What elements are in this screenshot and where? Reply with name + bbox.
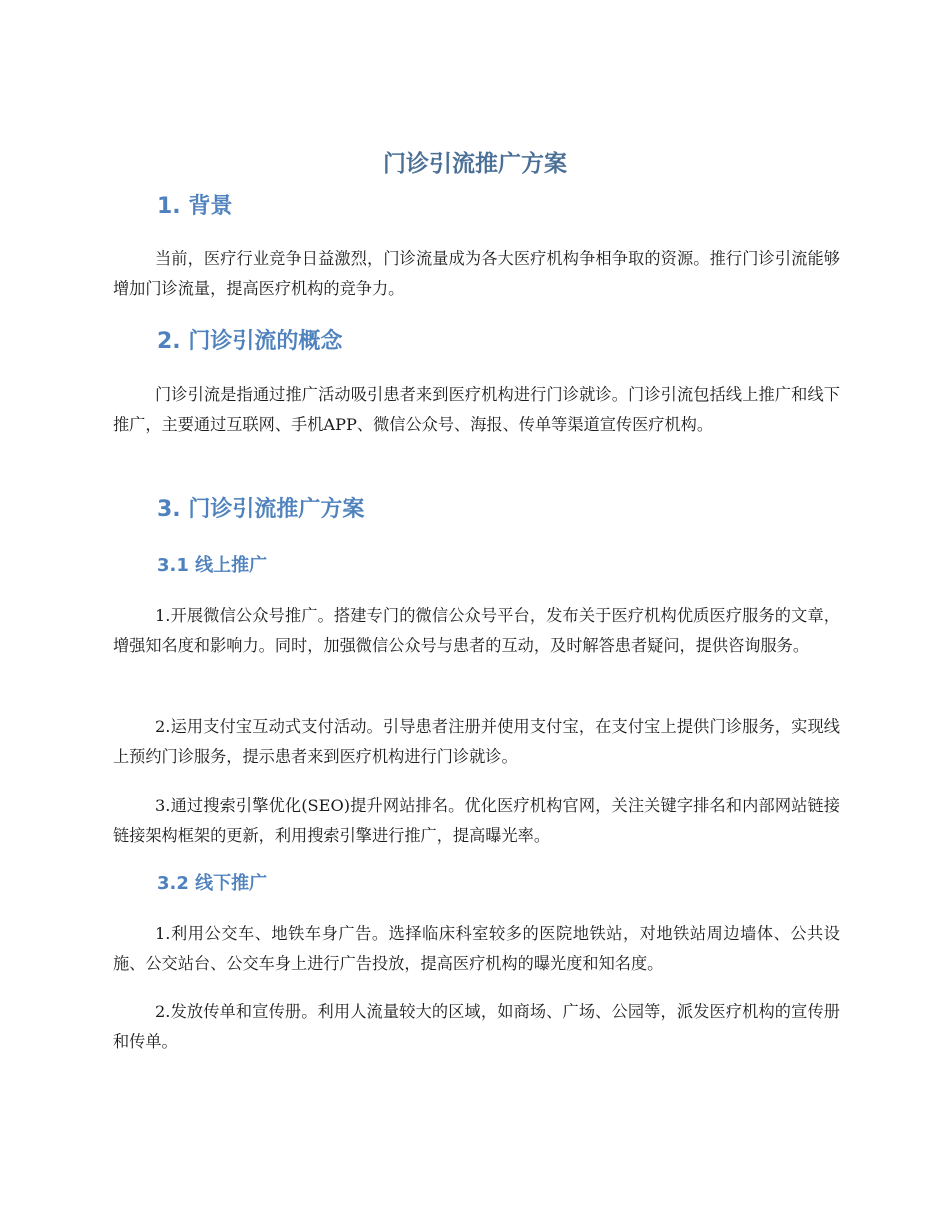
offline-paragraph-2: 2.发放传单和宣传册。利用人流量较大的区域，如商场、广场、公园等，派发医疗机构的宣传册和传单。 <box>113 1002 840 1051</box>
online-paragraph-2: 2.运用支付宝互动式支付活动。引导患者注册并使用支付宝，在支付宝上提供门诊服务，实现线上预约门诊服务，提示患者来到医疗机构进行门诊就诊。 <box>113 717 840 766</box>
concept-paragraph: 门诊引流是指通过推广活动吸引患者来到医疗机构进行门诊就诊。门诊引流包括线上推广和线下推广，主要通过互联网、手机APP、微信公众号、海报、传单等渠道宣传医疗机构。 <box>113 385 840 434</box>
subsection-heading-online: 3.1 线上推广 <box>157 555 268 576</box>
online-paragraph-1: 1.开展微信公众号推广。搭建专门的微信公众号平台，发布关于医疗机构优质医疗服务的文章，增强知名度和影响力。同时，加强微信公众号与患者的互动，及时解答患者疑问，提供咨询服务。 <box>113 606 840 655</box>
document-title: 门诊引流推广方案 <box>383 151 567 177</box>
section-heading-background: 1. 背景 <box>157 194 233 219</box>
background-paragraph: 当前，医疗行业竞争日益激烈，门诊流量成为各大医疗机构争相争取的资源。推行门诊引流能够增加门诊流量，提高医疗机构的竞争力。 <box>113 249 840 298</box>
online-paragraph-3: 3.通过搜索引擎优化(SEO)提升网站排名。优化医疗机构官网，关注关键字排名和内部网站链接链接架构框架的更新，利用搜索引擎进行推广，提高曝光率。 <box>113 796 840 845</box>
section-heading-plan: 3. 门诊引流推广方案 <box>157 497 365 522</box>
subsection-heading-offline: 3.2 线下推广 <box>157 873 268 894</box>
section-heading-concept: 2. 门诊引流的概念 <box>157 329 343 354</box>
offline-paragraph-1: 1.利用公交车、地铁车身广告。选择临床科室较多的医院地铁站，对地铁站周边墙体、公共设施、公交站台、公交车身上进行广告投放，提高医疗机构的曝光度和知名度。 <box>113 924 840 973</box>
